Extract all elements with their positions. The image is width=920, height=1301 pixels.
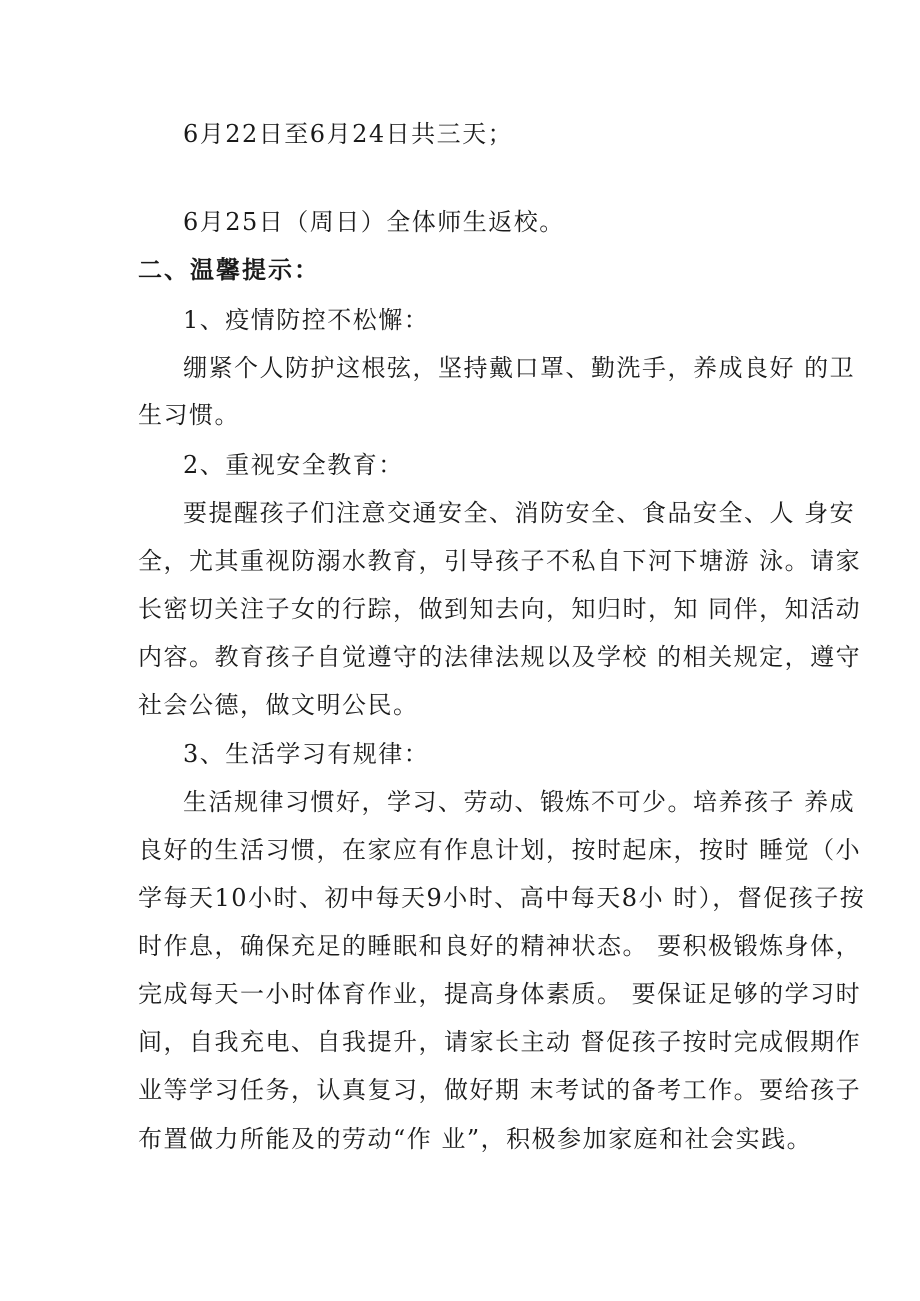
item-3-paragraph-line: 间，自我充电、自我提升，请家长主动 督促孩子按时完成假期作 xyxy=(138,1028,862,1056)
section-heading: 二、温馨提示： xyxy=(138,255,320,284)
item-2-paragraph-line: 要提醒孩子们注意交通安全、消防安全、食品安全、人 身安 xyxy=(183,499,856,527)
item-1-paragraph-line: 生习惯。 xyxy=(138,401,240,429)
item-3-paragraph-line: 良好的生活习惯，在家应有作息计划，按时起床，按时 睡觉（小 xyxy=(138,836,862,864)
schedule-line-1: 6月22日至6月24日共三天； xyxy=(183,120,514,148)
item-2-paragraph-line: 内容。教育孩子自觉遵守的法律法规以及学校 的相关规定，遵守 xyxy=(138,643,862,671)
schedule-line-2: 6月25日（周日）全体师生返校。 xyxy=(183,208,565,236)
item-3-paragraph-line: 布置做力所能及的劳动“作 业”，积极参加家庭和社会实践。 xyxy=(138,1125,813,1153)
item-2-paragraph-line: 社会公德，做文明公民。 xyxy=(138,691,419,719)
item-1-paragraph-line: 绷紧个人防护这根弦，坚持戴口罩、勤洗手，养成良好 的卫 xyxy=(183,354,856,382)
item-2-title: 2、重视安全教育： xyxy=(183,451,404,479)
item-3-paragraph-line: 时作息，确保充足的睡眠和良好的精神状态。 要积极锻炼身体， xyxy=(138,932,862,960)
item-2-paragraph-line: 全，尤其重视防溺水教育，引导孩子不私自下河下塘游 泳。请家 xyxy=(138,547,862,575)
item-3-title: 3、生活学习有规律： xyxy=(183,740,430,768)
item-1-title: 1、疫情防控不松懈： xyxy=(183,306,430,334)
item-2-paragraph-line: 长密切关注子女的行踪，做到知去向，知归时，知 同伴，知活动 xyxy=(138,595,862,623)
item-3-paragraph-line: 学每天10小时、初中每天9小时、高中每天8小 时），督促孩子按 xyxy=(138,884,866,912)
item-3-paragraph-line: 生活规律习惯好，学习、劳动、锻炼不可少。培养孩子 养成 xyxy=(183,788,856,816)
item-3-paragraph-line: 业等学习任务，认真复习，做好期 末考试的备考工作。要给孩子 xyxy=(138,1076,862,1104)
item-3-paragraph-line: 完成每天一小时体育作业，提高身体素质。 要保证足够的学习时 xyxy=(138,980,862,1008)
